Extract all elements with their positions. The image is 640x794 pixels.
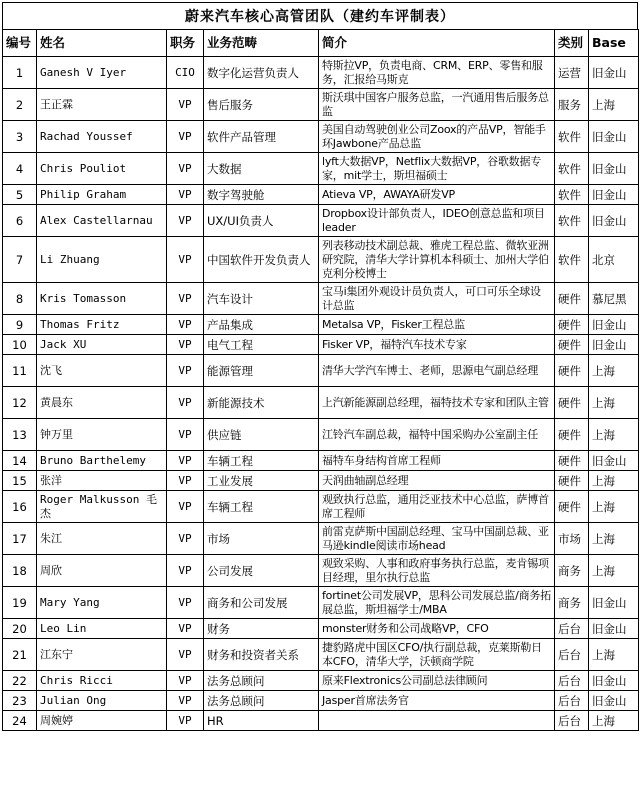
row-base-cell: 旧金山 (589, 587, 639, 619)
row-category-cell: 硬件 (555, 315, 589, 335)
row-name-cell: 黄晨东 (37, 387, 167, 419)
row-number-cell: 20 (3, 619, 37, 639)
row-name-cell: Roger Malkusson 毛杰 (37, 491, 167, 523)
table-row (3, 523, 639, 555)
row-number-cell: 19 (3, 587, 37, 619)
row-bio-cell: 斯沃琪中国客户服务总监，一汽通用售后服务总监 (319, 89, 555, 121)
row-name-cell: 周欣 (37, 555, 167, 587)
row-category-cell: 后台 (555, 711, 589, 731)
row-name-cell: Alex Castellarnau (37, 205, 167, 237)
row-name-cell: Kris Tomasson (37, 283, 167, 315)
row-name-cell: Leo Lin (37, 619, 167, 639)
table-row (3, 335, 639, 355)
row-category-cell: 软件 (555, 237, 589, 283)
row-number-cell: 9 (3, 315, 37, 335)
row-category-cell: 软件 (555, 185, 589, 205)
table-row (3, 491, 639, 523)
row-bio-cell: 特斯拉VP，负责电商、CRM、ERP、零售和服务，汇报给马斯克 (319, 57, 555, 89)
row-category-cell: 软件 (555, 153, 589, 185)
row-base-cell: 北京 (589, 237, 639, 283)
row-category-cell: 软件 (555, 205, 589, 237)
row-category-cell: 硬件 (555, 491, 589, 523)
row-number-cell: 15 (3, 471, 37, 491)
row-scope-cell: 法务总顾问 (204, 671, 319, 691)
row-scope-cell: 供应链 (204, 419, 319, 451)
row-title-cell: VP (167, 671, 204, 691)
row-scope-cell: 大数据 (204, 153, 319, 185)
row-title-cell: VP (167, 205, 204, 237)
row-bio-cell: 观致执行总监，通用泛亚技术中心总监，萨博首席工程师 (319, 491, 555, 523)
executive-table (2, 29, 639, 731)
row-number-cell: 4 (3, 153, 37, 185)
row-name-cell: 江东宁 (37, 639, 167, 671)
header-row (3, 30, 639, 57)
row-category-cell: 商务 (555, 587, 589, 619)
row-category-cell: 运营 (555, 57, 589, 89)
header-name: 姓名 (37, 30, 167, 57)
row-bio-cell: 观致采购、人事和政府事务执行总监，麦肯锡项目经理，里尔执行总监 (319, 555, 555, 587)
row-bio-cell: Metalsa VP，Fisker工程总监 (319, 315, 555, 335)
row-category-cell: 硬件 (555, 471, 589, 491)
table-row (3, 419, 639, 451)
table-row (3, 451, 639, 471)
row-category-cell: 硬件 (555, 355, 589, 387)
row-number-cell: 22 (3, 671, 37, 691)
row-number-cell: 3 (3, 121, 37, 153)
row-category-cell: 硬件 (555, 387, 589, 419)
row-scope-cell: 软件产品管理 (204, 121, 319, 153)
row-title-cell: VP (167, 471, 204, 491)
row-name-cell: Mary Yang (37, 587, 167, 619)
row-title-cell: VP (167, 419, 204, 451)
table-row (3, 89, 639, 121)
row-name-cell: 王正霖 (37, 89, 167, 121)
row-number-cell: 1 (3, 57, 37, 89)
row-base-cell: 旧金山 (589, 619, 639, 639)
row-title-cell: VP (167, 491, 204, 523)
row-name-cell: Thomas Fritz (37, 315, 167, 335)
row-base-cell: 旧金山 (589, 335, 639, 355)
row-name-cell: Jack XU (37, 335, 167, 355)
table-row (3, 121, 639, 153)
row-scope-cell: HR (204, 711, 319, 731)
row-title-cell: VP (167, 619, 204, 639)
header-scope: 业务范畴 (204, 30, 319, 57)
row-bio-cell: monster财务和公司战略VP，CFO (319, 619, 555, 639)
row-base-cell: 旧金山 (589, 57, 639, 89)
row-scope-cell: 产品集成 (204, 315, 319, 335)
row-category-cell: 服务 (555, 89, 589, 121)
table-row (3, 387, 639, 419)
row-base-cell: 旧金山 (589, 451, 639, 471)
row-base-cell: 旧金山 (589, 153, 639, 185)
row-category-cell: 后台 (555, 671, 589, 691)
row-base-cell: 旧金山 (589, 205, 639, 237)
row-scope-cell: 汽车设计 (204, 283, 319, 315)
row-number-cell: 7 (3, 237, 37, 283)
row-number-cell: 10 (3, 335, 37, 355)
row-title-cell: VP (167, 335, 204, 355)
header-bio: 简介 (319, 30, 555, 57)
row-title-cell: VP (167, 283, 204, 315)
row-scope-cell: 公司发展 (204, 555, 319, 587)
header-title: 职务 (167, 30, 204, 57)
row-base-cell: 旧金山 (589, 121, 639, 153)
row-bio-cell: 前雷克萨斯中国副总经理、宝马中国副总裁、亚马逊kindle阅读市场head (319, 523, 555, 555)
row-bio-cell: 上汽新能源副总经理，福特技术专家和团队主管 (319, 387, 555, 419)
row-base-cell: 上海 (589, 419, 639, 451)
row-bio-cell: 原来Flextronics公司副总法律顾问 (319, 671, 555, 691)
row-scope-cell: 法务总顾问 (204, 691, 319, 711)
table-row (3, 471, 639, 491)
row-category-cell: 软件 (555, 121, 589, 153)
table-row (3, 671, 639, 691)
row-category-cell: 商务 (555, 555, 589, 587)
table-row (3, 619, 639, 639)
row-bio-cell: 捷豹路虎中国区CFO/执行副总裁，克莱斯勒日本CFO，清华大学，沃顿商学院 (319, 639, 555, 671)
row-title-cell: VP (167, 587, 204, 619)
row-name-cell: Bruno Barthelemy (37, 451, 167, 471)
table-title: 蔚来汽车核心高管团队（建约车评制表） (2, 2, 638, 29)
row-number-cell: 21 (3, 639, 37, 671)
row-bio-cell: 天润曲轴副总经理 (319, 471, 555, 491)
row-number-cell: 11 (3, 355, 37, 387)
row-title-cell: CIO (167, 57, 204, 89)
row-category-cell: 硬件 (555, 451, 589, 471)
row-title-cell: VP (167, 691, 204, 711)
row-scope-cell: 电气工程 (204, 335, 319, 355)
row-scope-cell: 工业发展 (204, 471, 319, 491)
row-category-cell: 硬件 (555, 335, 589, 355)
row-number-cell: 16 (3, 491, 37, 523)
table-row (3, 205, 639, 237)
row-name-cell: Li Zhuang (37, 237, 167, 283)
row-number-cell: 14 (3, 451, 37, 471)
row-scope-cell: 新能源技术 (204, 387, 319, 419)
row-base-cell: 旧金山 (589, 671, 639, 691)
row-title-cell: VP (167, 355, 204, 387)
row-title-cell: VP (167, 237, 204, 283)
row-base-cell: 慕尼黑 (589, 283, 639, 315)
table-row (3, 355, 639, 387)
row-scope-cell: 车辆工程 (204, 451, 319, 471)
row-name-cell: 钟万里 (37, 419, 167, 451)
row-category-cell: 后台 (555, 691, 589, 711)
row-scope-cell: 商务和公司发展 (204, 587, 319, 619)
table-row (3, 57, 639, 89)
row-bio-cell: 江铃汽车副总裁，福特中国采购办公室副主任 (319, 419, 555, 451)
table-row (3, 237, 639, 283)
row-name-cell: Chris Pouliot (37, 153, 167, 185)
row-base-cell: 旧金山 (589, 315, 639, 335)
row-title-cell: VP (167, 315, 204, 335)
row-title-cell: VP (167, 121, 204, 153)
row-bio-cell: 列表移动技术副总裁、雅虎工程总监、微软亚洲研究院，清华大学计算机本科硕士、加州大学伯克利分校博士 (319, 237, 555, 283)
executive-table-sheet (2, 2, 638, 731)
row-title-cell: VP (167, 711, 204, 731)
row-base-cell: 上海 (589, 639, 639, 671)
row-scope-cell: UX/UI负责人 (204, 205, 319, 237)
row-name-cell: Chris Ricci (37, 671, 167, 691)
row-scope-cell: 能源管理 (204, 355, 319, 387)
row-name-cell: Philip Graham (37, 185, 167, 205)
table-row (3, 283, 639, 315)
table-row (3, 555, 639, 587)
header-base: Base (589, 30, 639, 57)
row-category-cell: 后台 (555, 639, 589, 671)
row-base-cell: 旧金山 (589, 691, 639, 711)
row-bio-cell: Atieva VP，AWAYA研发VP (319, 185, 555, 205)
row-base-cell: 上海 (589, 711, 639, 731)
row-number-cell: 2 (3, 89, 37, 121)
row-number-cell: 24 (3, 711, 37, 731)
row-title-cell: VP (167, 153, 204, 185)
row-title-cell: VP (167, 387, 204, 419)
table-row (3, 315, 639, 335)
row-number-cell: 17 (3, 523, 37, 555)
row-base-cell: 上海 (589, 491, 639, 523)
row-title-cell: VP (167, 555, 204, 587)
row-bio-cell: 美国自动驾驶创业公司Zoox的产品VP，智能手环Jawbone产品总监 (319, 121, 555, 153)
row-number-cell: 13 (3, 419, 37, 451)
row-title-cell: VP (167, 451, 204, 471)
row-name-cell: 沈飞 (37, 355, 167, 387)
row-number-cell: 6 (3, 205, 37, 237)
row-base-cell: 上海 (589, 355, 639, 387)
row-base-cell: 旧金山 (589, 185, 639, 205)
row-base-cell: 上海 (589, 555, 639, 587)
row-bio-cell: Fisker VP，福特汽车技术专家 (319, 335, 555, 355)
row-base-cell: 上海 (589, 89, 639, 121)
table-row (3, 639, 639, 671)
row-number-cell: 18 (3, 555, 37, 587)
row-bio-cell: 清华大学汽车博士、老师，思源电气副总经理 (319, 355, 555, 387)
row-bio-cell: 福特车身结构首席工程师 (319, 451, 555, 471)
row-category-cell: 后台 (555, 619, 589, 639)
row-scope-cell: 财务和投资者关系 (204, 639, 319, 671)
row-bio-cell: Jasper首席法务官 (319, 691, 555, 711)
row-number-cell: 23 (3, 691, 37, 711)
row-name-cell: Rachad Youssef (37, 121, 167, 153)
table-row (3, 185, 639, 205)
row-scope-cell: 数字驾驶舱 (204, 185, 319, 205)
row-bio-cell: fortinet公司发展VP，思科公司发展总监/商务拓展总监，斯坦福学士/MBA (319, 587, 555, 619)
table-row (3, 153, 639, 185)
row-scope-cell: 财务 (204, 619, 319, 639)
row-title-cell: VP (167, 89, 204, 121)
row-name-cell: Ganesh V Iyer (37, 57, 167, 89)
row-bio-cell (319, 711, 555, 731)
row-scope-cell: 数字化运营负责人 (204, 57, 319, 89)
row-category-cell: 硬件 (555, 283, 589, 315)
row-bio-cell: 宝马i集团外观设计员负责人，可口可乐全球设计总监 (319, 283, 555, 315)
row-title-cell: VP (167, 523, 204, 555)
row-number-cell: 8 (3, 283, 37, 315)
row-number-cell: 5 (3, 185, 37, 205)
row-name-cell: 朱江 (37, 523, 167, 555)
row-base-cell: 上海 (589, 471, 639, 491)
header-number: 编号 (3, 30, 37, 57)
row-number-cell: 12 (3, 387, 37, 419)
table-body (3, 57, 639, 731)
row-bio-cell: Dropbox设计部负责人，IDEO创意总监和项目leader (319, 205, 555, 237)
row-title-cell: VP (167, 185, 204, 205)
header-category: 类别 (555, 30, 589, 57)
row-base-cell: 上海 (589, 523, 639, 555)
row-name-cell: Julian Ong (37, 691, 167, 711)
table-row (3, 587, 639, 619)
row-name-cell: 周婉婷 (37, 711, 167, 731)
row-scope-cell: 市场 (204, 523, 319, 555)
row-scope-cell: 车辆工程 (204, 491, 319, 523)
row-title-cell: VP (167, 639, 204, 671)
row-scope-cell: 售后服务 (204, 89, 319, 121)
row-bio-cell: lyft大数据VP，Netflix大数据VP，谷歌数据专家，mit学士，斯坦福硕士 (319, 153, 555, 185)
row-category-cell: 硬件 (555, 419, 589, 451)
row-category-cell: 市场 (555, 523, 589, 555)
table-row (3, 691, 639, 711)
table-row (3, 711, 639, 731)
row-scope-cell: 中国软件开发负责人 (204, 237, 319, 283)
row-name-cell: 张洋 (37, 471, 167, 491)
row-base-cell: 上海 (589, 387, 639, 419)
